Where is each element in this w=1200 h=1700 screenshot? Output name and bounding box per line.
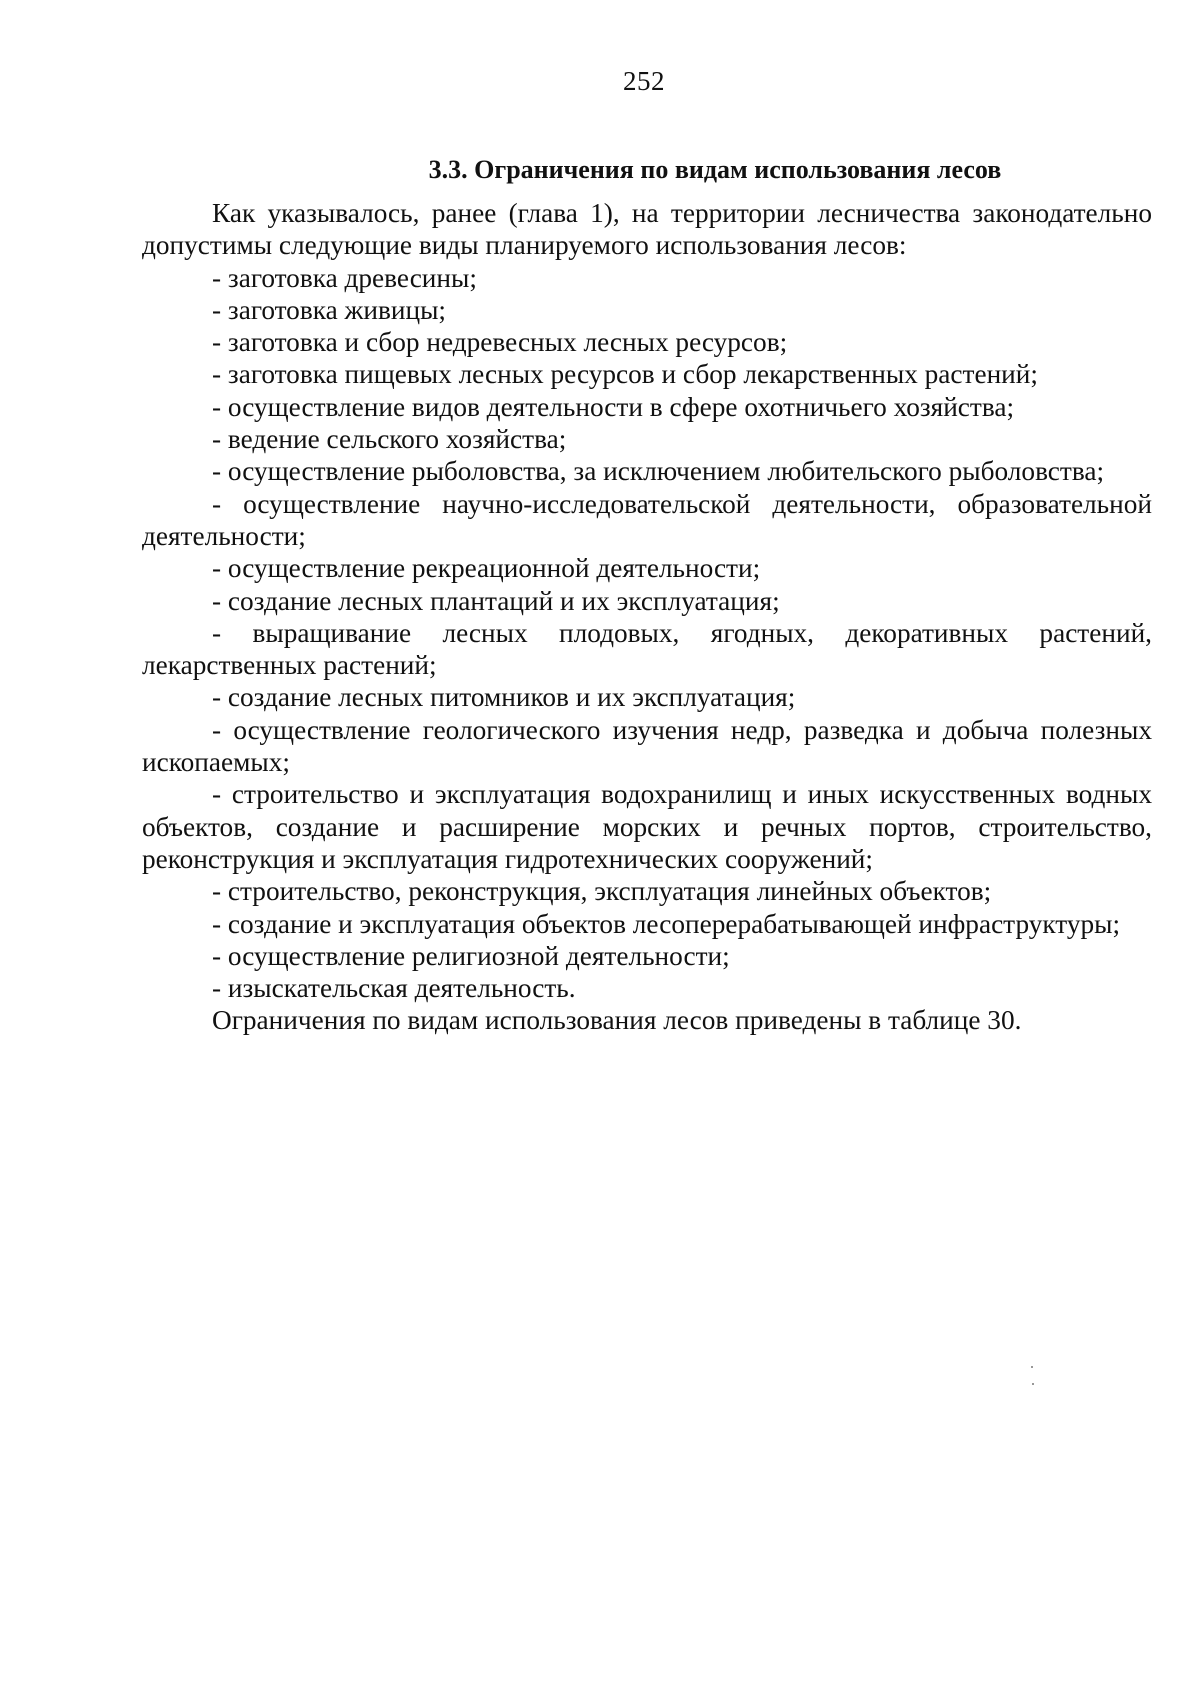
list-item: - изыскательская деятельность. — [212, 973, 576, 1004]
list-item: - заготовка древесины; — [212, 262, 477, 293]
list-item: - ведение сельского хозяйства; — [212, 424, 567, 455]
list-item: - осуществление рыболовства, за исключением любительского рыболовства; — [212, 456, 1105, 487]
intro-paragraph: Как указывалось, ранее (глава 1), на территории лесничества законодательно допустимы следующие виды планируемого использования лесов: — [142, 198, 1152, 261]
section-body — [142, 197, 1152, 1037]
list-item: - заготовка пищевых лесных ресурсов и сбор лекарственных растений; — [212, 359, 1038, 390]
list-item: - осуществление видов деятельности в сфере охотничьего хозяйства; — [212, 391, 1015, 422]
section-title: 3.3. Ограничения по видам использования лесов — [428, 155, 1002, 184]
page-number: 252 — [623, 66, 665, 96]
list-item: - осуществление религиозной деятельности; — [212, 940, 730, 971]
list-item: - осуществление рекреационной деятельности; — [212, 553, 761, 584]
conclusion-paragraph: Ограничения по видам использования лесов приведены в таблице 30. — [212, 1005, 1022, 1036]
list-item: - заготовка и сбор недревесных лесных ресурсов; — [212, 327, 788, 358]
list-item: - выращивание лесных плодовых, ягодных, декоративных растений, лекарственных растений; — [142, 617, 1152, 681]
scan-speck — [1031, 1366, 1033, 1368]
scan-speck — [1032, 1383, 1034, 1385]
list-item: - осуществление геологического изучения недр, разведка и добыча полезных ископаемых; — [142, 714, 1152, 778]
list-item: - создание и эксплуатация объектов лесоперерабатывающей инфраструктуры; — [212, 908, 1121, 939]
list-item: - строительство, реконструкция, эксплуатация линейных объектов; — [212, 876, 992, 907]
list-item: - осуществление научно-исследовательской деятельности, образовательной деятельности; — [142, 488, 1152, 551]
list-item: - строительство и эксплуатация водохранилищ и иных искусственных водных объектов, создание и расширение морских и речных портов, строительство, реконструкция и эксплуатация гидротехнических сооружений; — [142, 779, 1152, 874]
list-item: - создание лесных питомников и их эксплуатация; — [212, 682, 796, 713]
list-item: - создание лесных плантаций и их эксплуатация; — [212, 585, 780, 616]
list-item: - заготовка живицы; — [212, 294, 447, 325]
